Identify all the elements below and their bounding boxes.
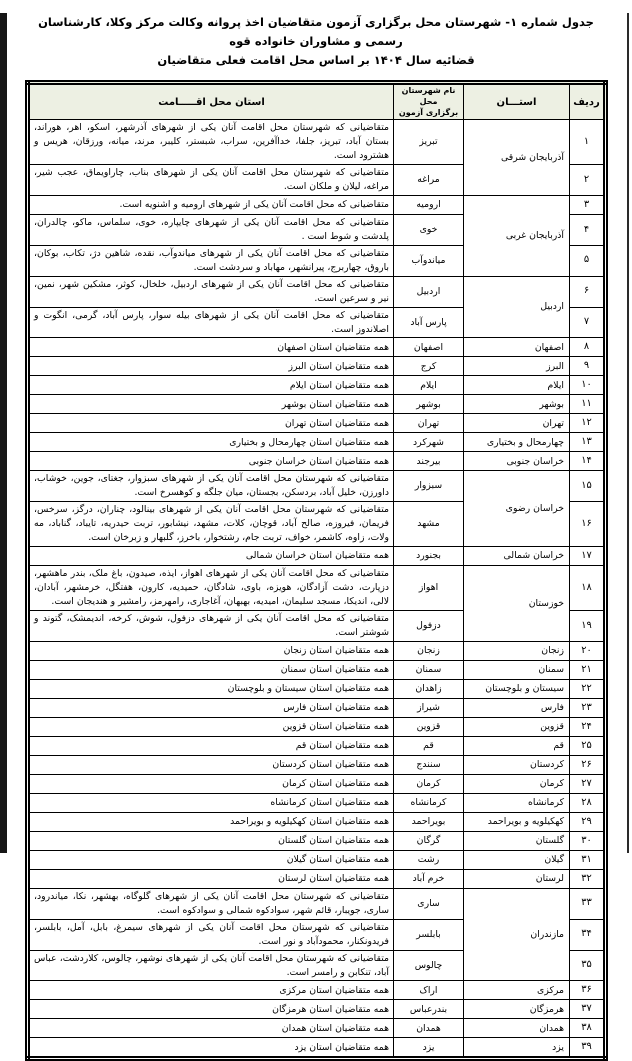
exam-city-cell: کرمان [394, 774, 464, 793]
province-cell: خراسان جنوبی [464, 452, 570, 471]
exam-city-cell: پارس آباد [394, 307, 464, 338]
table-row [28, 276, 606, 307]
residence-cell: همه متقاضیان استان سیستان و بلوچستان [28, 679, 394, 698]
exam-city-cell: خرم آباد [394, 869, 464, 888]
exam-city-cell: اردبیل [394, 276, 464, 307]
residence-cell: همه متقاضیان استان گیلان [28, 850, 394, 869]
row-number: ۱۸ [570, 566, 606, 611]
row-number: ۲۹ [570, 812, 606, 831]
scan-edge-right [627, 13, 629, 853]
province-cell: همدان [464, 1019, 570, 1038]
row-number: ۶ [570, 276, 606, 307]
province-cell: گیلان [464, 850, 570, 869]
exam-city-cell: شیراز [394, 698, 464, 717]
row-number: ۱ [570, 120, 606, 165]
row-number: ۱۲ [570, 414, 606, 433]
province-cell: سمنان [464, 660, 570, 679]
residence-cell: همه متقاضیان استان فارس [28, 698, 394, 717]
table-row [28, 376, 606, 395]
row-number: ۱۴ [570, 452, 606, 471]
residence-cell: متقاضیانی که محل اقامت آنان یکی از شهرهای دزفول، شوش، کرخه، اندیمشک، گتوند و شوشتر است. [28, 610, 394, 641]
province-cell: کردستان [464, 755, 570, 774]
header-province: استـــان [464, 82, 570, 119]
exam-city-cell: سبزوار [394, 471, 464, 502]
row-number: ۳ [570, 195, 606, 214]
table-row [28, 812, 606, 831]
table-row [28, 679, 606, 698]
table-row [28, 774, 606, 793]
table-row [28, 717, 606, 736]
residence-cell: متقاضیانی که محل اقامت آنان یکی از شهرهای اهواز، ایذه، صیدون، باغ ملک، بندر ماهشهر، دزپارت، دشت آزادگان، هویزه، باوی، شادگان، حمیدیه، کارون، هفتگل، خرمشهر، آبادان، لالی، اندیکا، مسجد سلیمان، امیدیه، بهبهان، آغاجاری، رامهرمز، رامشیر و هندیجان است. [28, 566, 394, 611]
residence-cell: همه متقاضیان استان هرمزگان [28, 1000, 394, 1019]
residence-cell: همه متقاضیان استان خراسان جنوبی [28, 452, 394, 471]
table-row [28, 547, 606, 566]
table-row [28, 641, 606, 660]
exam-city-cell: شهرکرد [394, 433, 464, 452]
exam-city-cell: مشهد [394, 502, 464, 547]
exam-locations-table [25, 80, 608, 1061]
table-row [28, 566, 606, 611]
residence-cell: همه متقاضیان استان تهران [28, 414, 394, 433]
province-cell: فارس [464, 698, 570, 717]
row-number: ۱۰ [570, 376, 606, 395]
table-row [28, 395, 606, 414]
row-number: ۳۰ [570, 831, 606, 850]
row-number: ۱۵ [570, 471, 606, 502]
table-row [28, 831, 606, 850]
row-number: ۳۶ [570, 981, 606, 1000]
residence-cell: همه متقاضیان استان قم [28, 736, 394, 755]
header-exam-city [394, 82, 464, 119]
exam-city-cell: بجنورد [394, 547, 464, 566]
table-row [28, 1000, 606, 1019]
residence-cell: متقاضیانی که محل اقامت آنان یکی از شهرهای بیله سوار، پارس آباد، گرمی، انگوت و اصلاندوز است. [28, 307, 394, 338]
table-row [28, 357, 606, 376]
table-row [28, 869, 606, 888]
province-cell: سیستان و بلوچستان [464, 679, 570, 698]
table-row [28, 452, 606, 471]
province-cell: گلستان [464, 831, 570, 850]
residence-cell: متقاضیانی که محل اقامت آنان یکی از شهرهای چایپاره، خوی، سلماس، ماکو، چالدران، پلدشت و شوط است . [28, 214, 394, 245]
residence-cell: همه متقاضیان استان همدان [28, 1019, 394, 1038]
province-cell: اصفهان [464, 338, 570, 357]
exam-city-cell: ایلام [394, 376, 464, 395]
table-row [28, 414, 606, 433]
row-number: ۲۶ [570, 755, 606, 774]
document-title-line1: جدول شماره ۱- شهرستان محل برگزاری آزمون متقاضیان اخذ پروانه وکالت مرکز وکلا، کارشناسان رسمی و مشاوران خانواده قوه [38, 15, 594, 48]
residence-cell: همه متقاضیان استان یزد [28, 1038, 394, 1059]
residence-cell: همه متقاضیان استان بوشهر [28, 395, 394, 414]
exam-city-cell: بابلسر [394, 919, 464, 950]
exam-city-cell: اراک [394, 981, 464, 1000]
header-row-number: ردیف [570, 82, 606, 119]
province-cell: خراسان شمالی [464, 547, 570, 566]
scan-edge-left [0, 13, 7, 853]
province-cell: یزد [464, 1038, 570, 1059]
table-row [28, 981, 606, 1000]
exam-city-cell: بویراحمد [394, 812, 464, 831]
province-cell: قزوین [464, 717, 570, 736]
residence-cell: متقاضیانی که شهرستان محل اقامت آنان یکی از شهرهای سیمرغ، بابل، آمل، بابلسر، فریدونکنار، محمودآباد و نور است. [28, 919, 394, 950]
row-number: ۳۸ [570, 1019, 606, 1038]
province-cell: کرمانشاه [464, 793, 570, 812]
table-row [28, 793, 606, 812]
residence-cell: همه متقاضیان استان خراسان شمالی [28, 547, 394, 566]
residence-cell: همه متقاضیان استان کهکیلویه و بویراحمد [28, 812, 394, 831]
residence-cell: متقاضیانی که محل اقامت آنان یکی از شهرهای ارومیه و اشنویه است. [28, 195, 394, 214]
table-row [28, 755, 606, 774]
table-row [28, 471, 606, 502]
exam-city-cell: چالوس [394, 950, 464, 981]
exam-city-cell: همدان [394, 1019, 464, 1038]
row-number: ۳۹ [570, 1038, 606, 1059]
residence-cell: همه متقاضیان استان زنجان [28, 641, 394, 660]
exam-city-cell: ساری [394, 888, 464, 919]
residence-cell: همه متقاضیان استان لرستان [28, 869, 394, 888]
table-row [28, 736, 606, 755]
row-number: ۲۷ [570, 774, 606, 793]
header-row [28, 82, 606, 119]
header-exam-city-line1: نام شهرستان محل [401, 85, 456, 106]
exam-city-cell: زاهدان [394, 679, 464, 698]
exam-city-cell: بندرعباس [394, 1000, 464, 1019]
exam-city-cell: خوی [394, 214, 464, 245]
table-row [28, 195, 606, 214]
province-cell: البرز [464, 357, 570, 376]
exam-city-cell: مراغه [394, 165, 464, 196]
exam-city-cell: گرگان [394, 831, 464, 850]
table-row [28, 660, 606, 679]
table-row [28, 850, 606, 869]
exam-city-cell: کرمانشاه [394, 793, 464, 812]
row-number: ۸ [570, 338, 606, 357]
row-number: ۲۳ [570, 698, 606, 717]
exam-city-cell: تبریز [394, 120, 464, 165]
province-cell: آذربایجان غربی [464, 195, 570, 276]
residence-cell: متقاضیانی که شهرستان محل اقامت آنان یکی از شهرهای نوشهر، چالوس، کلاردشت، عباس آباد، تنکابن و رامسر است. [28, 950, 394, 981]
residence-cell: همه متقاضیان استان البرز [28, 357, 394, 376]
exam-city-cell: کرج [394, 357, 464, 376]
exam-city-cell: یزد [394, 1038, 464, 1059]
province-cell: اردبیل [464, 276, 570, 338]
province-cell: تهران [464, 414, 570, 433]
residence-cell: همه متقاضیان استان کرمان [28, 774, 394, 793]
row-number: ۳۱ [570, 850, 606, 869]
exam-city-cell: اهواز [394, 566, 464, 611]
row-number: ۲۸ [570, 793, 606, 812]
row-number: ۷ [570, 307, 606, 338]
exam-city-cell: بیرجند [394, 452, 464, 471]
residence-cell: همه متقاضیان استان ایلام [28, 376, 394, 395]
province-cell: هرمزگان [464, 1000, 570, 1019]
row-number: ۱۱ [570, 395, 606, 414]
row-number: ۳۷ [570, 1000, 606, 1019]
residence-cell: همه متقاضیان استان کرمانشاه [28, 793, 394, 812]
exam-city-cell: دزفول [394, 610, 464, 641]
row-number: ۴ [570, 214, 606, 245]
exam-city-cell: سنندج [394, 755, 464, 774]
residence-cell: متقاضیانی که شهرستان محل اقامت آنان یکی از شهرهای سبزوار، جغتای، جوین، خوشاب، داورزن، خلیل آباد، بردسکن، بجستان، میان جلگه و کوهسرخ است. [28, 471, 394, 502]
province-cell: چهارمحال و بختیاری [464, 433, 570, 452]
residence-cell: همه متقاضیان استان گلستان [28, 831, 394, 850]
table-row [28, 433, 606, 452]
province-cell: مازندران [464, 888, 570, 981]
row-number: ۵ [570, 245, 606, 276]
row-number: ۳۲ [570, 869, 606, 888]
table-row [28, 338, 606, 357]
row-number: ۲ [570, 165, 606, 196]
province-cell: کرمان [464, 774, 570, 793]
table-row [28, 120, 606, 165]
residence-cell: همه متقاضیان استان اصفهان [28, 338, 394, 357]
header-exam-city-line2: برگزاری آزمون [398, 107, 459, 117]
province-cell: قم [464, 736, 570, 755]
document-title-line2: قضائیه سال ۱۴۰۴ بر اساس محل اقامت فعلی متقاضیان [157, 52, 475, 67]
exam-city-cell: سمنان [394, 660, 464, 679]
residence-cell: همه متقاضیان استان سمنان [28, 660, 394, 679]
residence-cell: متقاضیانی که شهرستان محل اقامت آنان یکی از شهرهای بینالود، چناران، درگز، سرخس، فریمان، فیروزه، صالح آباد، قوچان، کلات، مشهد، نیشابور، تربت حیدریه، تایباد، گناباد، مه ولات، زاوه، کاشمر، خواف، تربت جام، رشتخوار، باخرز، گلبهار و زبرخان است. [28, 502, 394, 547]
province-cell: خراسان رضوی [464, 471, 570, 547]
residence-cell: همه متقاضیان استان چهارمحال و بختیاری [28, 433, 394, 452]
row-number: ۳۵ [570, 950, 606, 981]
row-number: ۱۶ [570, 502, 606, 547]
exam-city-cell: میاندوآب [394, 245, 464, 276]
residence-cell: متقاضیانی که شهرستان محل اقامت آنان یکی از شهرهای آذرشهر، اسکو، اهر، هوراند، بستان آباد، تبریز، جلفا، خداآفرین، سراب، شبستر، کلیبر، مرند، میانه، ورزقان، هریس و هشترود است. [28, 120, 394, 165]
document-title [30, 13, 602, 70]
residence-cell: همه متقاضیان استان کردستان [28, 755, 394, 774]
table-row [28, 698, 606, 717]
row-number: ۲۵ [570, 736, 606, 755]
residence-cell: همه متقاضیان استان قزوین [28, 717, 394, 736]
residence-cell: متقاضیانی که شهرستان محل اقامت آنان یکی از شهرهای گلوگاه، بهشهر، نکا، میاندرود، ساری، جویبار، قائم شهر، سوادکوه شمالی و سوادکوه است. [28, 888, 394, 919]
residence-cell: همه متقاضیان استان مرکزی [28, 981, 394, 1000]
row-number: ۳۴ [570, 919, 606, 950]
table-row [28, 1019, 606, 1038]
row-number: ۲۱ [570, 660, 606, 679]
exam-city-cell: ارومیه [394, 195, 464, 214]
table-row [28, 888, 606, 919]
province-cell: مرکزی [464, 981, 570, 1000]
province-cell: لرستان [464, 869, 570, 888]
row-number: ۱۹ [570, 610, 606, 641]
exam-city-cell: قزوین [394, 717, 464, 736]
row-number: ۲۲ [570, 679, 606, 698]
row-number: ۲۴ [570, 717, 606, 736]
province-cell: کهکیلویه و بویراحمد [464, 812, 570, 831]
province-cell: ایلام [464, 376, 570, 395]
province-cell: زنجان [464, 641, 570, 660]
exam-city-cell: زنجان [394, 641, 464, 660]
province-cell: خوزستان [464, 566, 570, 642]
province-cell: آذربایجان شرقی [464, 120, 570, 196]
row-number: ۱۳ [570, 433, 606, 452]
row-number: ۱۷ [570, 547, 606, 566]
exam-city-cell: اصفهان [394, 338, 464, 357]
exam-city-cell: تهران [394, 414, 464, 433]
exam-city-cell: بوشهر [394, 395, 464, 414]
residence-cell: متقاضیانی که محل اقامت آنان یکی از شهرهای اردبیل، خلخال، کوثر، مشکین شهر، نمین، نیر و سرعین است. [28, 276, 394, 307]
province-cell: بوشهر [464, 395, 570, 414]
exam-city-cell: قم [394, 736, 464, 755]
header-residence: استان محل اقـــــامت [28, 82, 394, 119]
row-number: ۲۰ [570, 641, 606, 660]
residence-cell: متقاضیانی که محل اقامت آنان یکی از شهرهای میاندوآب، نقده، شاهین دژ، تکاب، بوکان، باروق، چهاربرج، پیرانشهر، مهاباد و سردشت است. [28, 245, 394, 276]
exam-city-cell: رشت [394, 850, 464, 869]
residence-cell: متقاضیانی که شهرستان محل اقامت آنان یکی از شهرهای بناب، چاراویماق، عجب شیر، مراغه، لیلان و ملکان است. [28, 165, 394, 196]
table-row [28, 1038, 606, 1059]
row-number: ۳۳ [570, 888, 606, 919]
row-number: ۹ [570, 357, 606, 376]
